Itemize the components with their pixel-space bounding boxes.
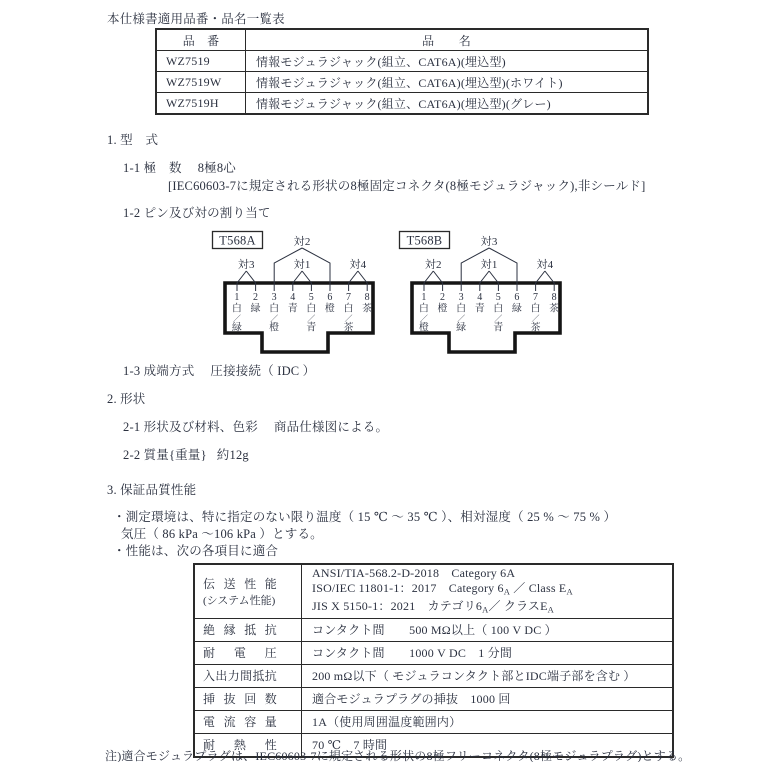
pin-color-2: 青 — [493, 322, 504, 334]
pin-number: 2 — [439, 292, 446, 303]
pair-label: 対1 — [480, 259, 498, 271]
footnote: 注)適合モジュラプラグは、IEC60603-7に規定される形状の8極フリーコネクタ(8極モジュラプラグ)とする。 — [105, 749, 691, 762]
performance-intro: ・性能は、次の各項目に適合 — [113, 544, 279, 558]
item-1-2-label: 1-2 ピン及び対の割り当て — [123, 206, 271, 220]
pin-color: 白 — [306, 303, 317, 315]
pin-color: 緑 — [511, 303, 523, 315]
pin-color: 橙 — [437, 303, 448, 315]
part-number-cell: WZ7519 — [156, 51, 246, 72]
pair-line — [489, 271, 498, 291]
pin-color: 緑 — [250, 303, 261, 315]
pin-number: 4 — [477, 292, 483, 303]
pair-label: 対3 — [237, 259, 255, 271]
pin-number: 3 — [458, 292, 464, 303]
pin-color-2: 茶 — [530, 322, 541, 334]
pin-number: 7 — [345, 292, 352, 303]
perf-value-cell: コンタクト間 500 MΩ以上（ 100 V DC ） — [302, 618, 674, 641]
perf-label: 耐熱性 — [203, 738, 277, 752]
table-row — [194, 664, 673, 687]
t568b-diagram — [392, 228, 577, 358]
part-name-cell: 情報モジュラジャック(組立、CAT6A)(埋込型)(グレー) — [246, 93, 649, 115]
section3-heading: 3. 保証品質性能 — [107, 483, 197, 497]
item-1-3-value: 圧接接続（ IDC ） — [210, 364, 316, 378]
pin-color-2: 橙 — [269, 322, 280, 334]
item-1-3-label: 1-3 成端方式 — [123, 364, 195, 378]
pin-color: 白 — [418, 303, 430, 315]
perf-label: 電流容量 — [203, 715, 277, 729]
pair-line — [424, 271, 433, 291]
pin-color: 茶 — [362, 303, 373, 315]
spec-line: ANSI/TIA-568.2-D-2018 Category 6A — [312, 566, 516, 580]
pin-color: 青 — [287, 303, 298, 315]
perf-value-cell: コンタクト間 1000 V DC 1 分間 — [302, 641, 674, 664]
perf-label-cell — [194, 664, 302, 687]
item-2-2 — [123, 445, 249, 463]
item-1-1-note: [IEC60603-7に規定される形状の8極固定コネクタ(8極モジュラジャック),非シールド] — [168, 179, 646, 193]
pair-line — [358, 271, 367, 291]
pin-color: 白 — [343, 303, 354, 315]
pin-color: 白 — [269, 303, 280, 315]
pin-color-slash: ／ — [531, 314, 540, 323]
standard-label: T568B — [406, 233, 443, 248]
spec-line: ISO/IEC 11801-1：2017 Category $6_A$ ／ Class $E_A$ — [312, 580, 573, 596]
perf-value-cell — [302, 564, 674, 618]
part-number-cell: WZ7519W — [156, 72, 246, 93]
measurement-conditions-line1: ・測定環境は、特に指定のない限り温度（ 15 ℃ ～ 35 ℃ ）、相対湿度（ 25 % ～ 75 % ） — [113, 510, 617, 524]
part-name-cell: 情報モジュラジャック(組立、CAT6A)(埋込型)(ホワイト) — [246, 72, 649, 93]
pin-color-slash: ／ — [344, 314, 353, 323]
perf-label-cell — [194, 687, 302, 710]
perf-label-cell — [194, 641, 302, 664]
item-2-1-value: 商品仕様図による。 — [273, 420, 389, 434]
perf-label-sub: (システム性能) — [203, 594, 276, 607]
pair-line — [302, 271, 311, 291]
pair-line — [237, 271, 246, 291]
pin-number: 5 — [308, 292, 315, 303]
perf-value-cell: 適合モジュラプラグの挿抜 1000 回 — [302, 687, 674, 710]
item-1-3 — [123, 361, 315, 379]
pin-color-2: 青 — [306, 322, 317, 334]
pin-number: 7 — [532, 292, 539, 303]
performance-table — [193, 563, 674, 758]
spec-line: JIS X 5150-1：2021 カテゴリ$6_A/$ クラス$E_A$ — [312, 598, 554, 614]
pair-label: 対2 — [293, 236, 311, 248]
item-2-2-label: 2-2 質量{重量} — [123, 448, 207, 462]
pin-number: 1 — [234, 292, 240, 303]
product-table — [155, 28, 649, 115]
section2-heading: 2. 形状 — [107, 392, 146, 406]
pin-color: 青 — [474, 303, 485, 315]
table-row — [156, 51, 648, 72]
part-number-cell: WZ7519H — [156, 93, 246, 115]
pin-color-slash: ／ — [232, 314, 242, 323]
item-2-1 — [123, 417, 388, 435]
product-table-header-row — [156, 29, 648, 51]
pin-color-2: 橙 — [418, 322, 430, 334]
pair-line — [293, 271, 302, 291]
pair-line — [246, 271, 255, 291]
perf-label: 挿抜回数 — [203, 692, 277, 706]
table-row — [194, 710, 673, 733]
perf-label: 絶縁抵抗 — [203, 623, 277, 637]
pin-number: 3 — [271, 292, 277, 303]
standard-label: T568A — [219, 233, 256, 248]
pin-number: 1 — [421, 292, 427, 303]
pin-color-slash: ／ — [307, 314, 316, 323]
pin-color: 白 — [530, 303, 541, 315]
item-2-1-label: 2-1 形状及び材料、色彩 — [123, 420, 258, 434]
pair-line — [433, 271, 442, 291]
pin-number: 5 — [495, 292, 502, 303]
perf-label-cell — [194, 564, 302, 618]
perf-value-cell: 70 ℃ 7 時間 — [302, 733, 674, 757]
measurement-conditions-line2: 気圧（ 86 kPa ～106 kPa ）とする。 — [121, 527, 323, 541]
pair-label: 対2 — [424, 259, 442, 271]
pin-color: 白 — [493, 303, 504, 315]
perf-label: 入出力間抵抗 — [203, 669, 277, 683]
pair-line — [536, 271, 545, 291]
pin-color-2: 緑 — [456, 322, 467, 334]
perf-label-cell — [194, 710, 302, 733]
pin-color-slash: ／ — [457, 314, 466, 323]
section1-heading: 1. 型 式 — [107, 133, 159, 147]
table-row — [194, 564, 673, 618]
pin-color: 橙 — [324, 303, 336, 315]
perf-value-cell: 200 mΩ以下（ モジュラコンタクト部とIDC端子部を含む ） — [302, 664, 674, 687]
pair-line — [480, 271, 489, 291]
pair-label: 対4 — [349, 259, 367, 271]
pin-color-slash: ／ — [419, 314, 429, 323]
pin-color: 白 — [231, 303, 243, 315]
pin-color-2: 茶 — [343, 322, 354, 334]
pin-number: 8 — [551, 292, 557, 303]
connector-svg — [205, 228, 390, 358]
table-row — [156, 72, 648, 93]
pair-label: 対3 — [480, 236, 498, 248]
pin-number: 6 — [514, 292, 520, 303]
col-header-part-number: 品 番 — [156, 29, 246, 51]
table-row — [194, 641, 673, 664]
perf-label: 耐電圧 — [203, 646, 277, 660]
table-row — [194, 618, 673, 641]
table-row — [156, 93, 648, 115]
pin-color-slash: ／ — [270, 314, 279, 323]
perf-label: 伝送性能 — [203, 576, 277, 591]
pair-line — [349, 271, 358, 291]
page-title: 本仕様書適用品番・品名一覧表 — [107, 12, 285, 26]
perf-label-cell — [194, 618, 302, 641]
item-1-1-value: 8極8心 — [197, 161, 237, 175]
pin-color-slash: ／ — [494, 314, 503, 323]
perf-value-cell: 1A（使用周囲温度範囲内） — [302, 710, 674, 733]
t568a-diagram — [205, 228, 390, 358]
pair-line — [545, 271, 554, 291]
pin-number: 8 — [364, 292, 370, 303]
pin-number: 4 — [290, 292, 296, 303]
pin-color: 白 — [456, 303, 467, 315]
pin-number: 2 — [252, 292, 259, 303]
performance-table-wrap — [193, 563, 674, 758]
part-name-cell: 情報モジュラジャック(組立、CAT6A)(埋込型) — [246, 51, 649, 72]
item-1-1 — [123, 158, 236, 176]
pin-color: 茶 — [549, 303, 560, 315]
col-header-part-name: 品 名 — [246, 29, 649, 51]
connector-svg — [392, 228, 577, 358]
pin-color-2: 緑 — [231, 322, 243, 334]
pair-label: 対4 — [536, 259, 554, 271]
pair-label: 対1 — [293, 259, 311, 271]
table-row — [194, 687, 673, 710]
item-2-2-value: 約12g — [216, 448, 249, 462]
product-table-wrap — [155, 28, 649, 115]
item-1-1-label: 1-1 極 数 — [123, 161, 182, 175]
pin-number: 6 — [327, 292, 333, 303]
